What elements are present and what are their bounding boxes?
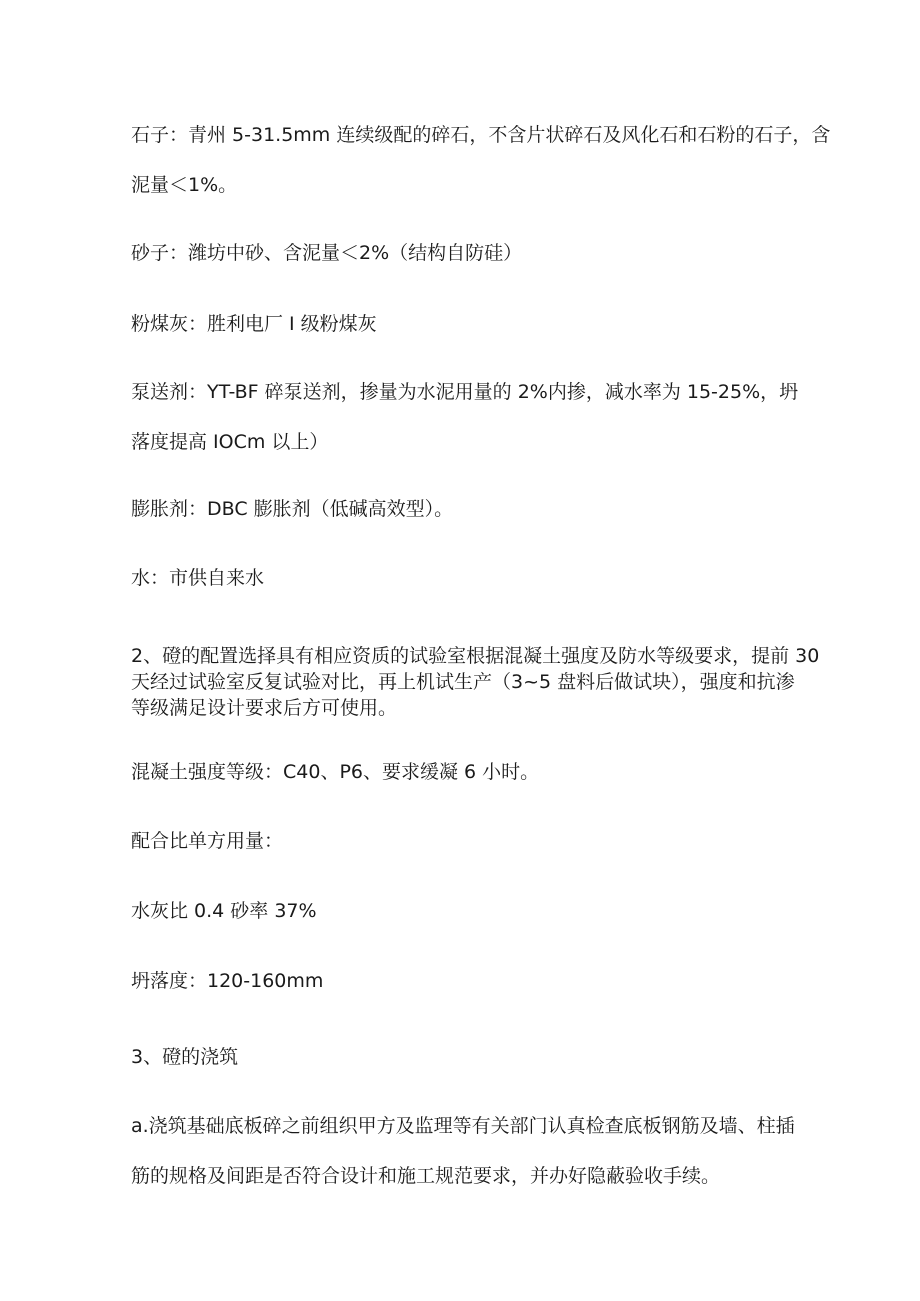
paragraph-line: 水：市供自来水 (131, 567, 265, 589)
paragraph-stone (131, 110, 831, 210)
paragraph-line: 混凝土强度等级：C40、P6、要求缓凝 6 小时。 (131, 761, 540, 783)
paragraph-flyash (131, 309, 795, 339)
paragraph-line: 坍落度：120-160mm (131, 970, 324, 992)
paragraph-slump (131, 966, 795, 996)
paragraph-line: 落度提高 IOCm 以上） (131, 431, 329, 453)
paragraph-line: 等级满足设计要求后方可使用。 (131, 697, 398, 719)
paragraph-line: 天经过试验室反复试验对比，再上机试生产（3~5 盘料后做试块），强度和抗渗 (131, 671, 795, 693)
paragraph-mix-ratio-title (131, 826, 795, 856)
paragraph-line: 水灰比 0.4 砂率 37% (131, 900, 317, 922)
paragraph-pouring-a (131, 1101, 795, 1201)
paragraph-pump-agent (131, 367, 799, 467)
paragraph-line: 3、磴的浇筑 (131, 1046, 239, 1068)
paragraph-line: 配合比单方用量： (131, 830, 284, 852)
paragraph-line: 2、磴的配置选择具有相应资质的试验室根据混凝土强度及防水等级要求，提前 30 (131, 645, 820, 667)
paragraph-strength-grade (131, 757, 795, 787)
paragraph-line: 石子：青州 5-31.5mm 连续级配的碎石，不含片状碎石及风化石和石粉的石子，含 (131, 124, 831, 146)
paragraph-line: 膨胀剂：DBC 膨胀剂（低碱高效型）。 (131, 498, 454, 520)
paragraph-line: 泵送剂：YT-BF 碎泵送剂，掺量为水泥用量的 2%内掺，减水率为 15-25%，坍 (131, 381, 799, 403)
paragraph-line: a.浇筑基础底板碎之前组织甲方及监理等有关部门认真检查底板钢筋及墙、柱插 (131, 1115, 795, 1137)
paragraph-line: 砂子：潍坊中砂、含泥量＜2%（结构自防硅） (131, 242, 523, 264)
paragraph-mix-config (131, 643, 820, 721)
paragraph-line: 泥量＜1%。 (131, 174, 238, 196)
paragraph-line: 筋的规格及间距是否符合设计和施工规范要求，并办好隐蔽验收手续。 (131, 1165, 721, 1187)
paragraph-water (131, 563, 795, 593)
paragraph-water-cement-ratio (131, 896, 795, 926)
paragraph-expansion-agent (131, 494, 795, 524)
paragraph-sand (131, 238, 795, 268)
paragraph-pouring-title (131, 1042, 795, 1072)
paragraph-line: 粉煤灰：胜利电厂 I 级粉煤灰 (131, 313, 377, 335)
